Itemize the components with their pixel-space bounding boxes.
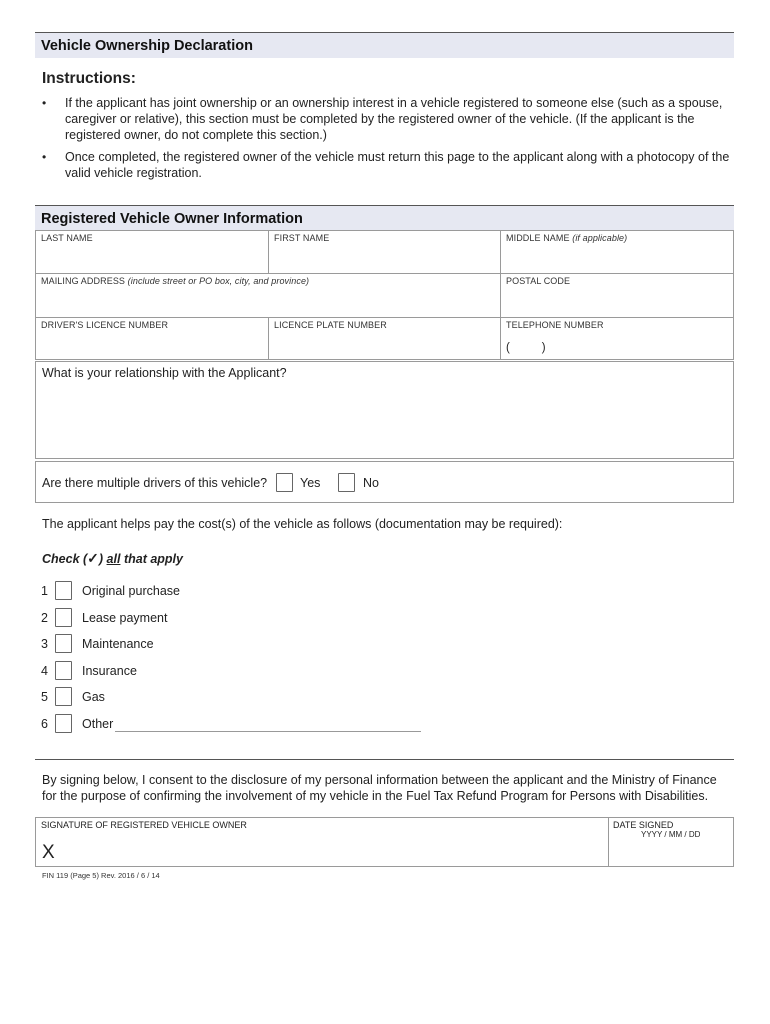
instruction-1: If the applicant has joint ownership or an ownership interest in a vehicle registered to someone else (such as a spouse, caregiver or relative), this section must be completed by the registered owner of the vehicle. (If the applicant is the registered owner, do not complete this section.): [65, 96, 723, 142]
option-label: Other: [82, 717, 114, 731]
instructions-title: Instructions:: [42, 70, 136, 87]
bullet-icon: •: [42, 96, 47, 110]
first-name-field[interactable]: [268, 230, 500, 273]
first-name-label: FIRST NAME: [274, 233, 330, 243]
signature-x-mark: X: [42, 842, 55, 863]
insurance-checkbox[interactable]: [55, 661, 72, 680]
drivers-licence-label: DRIVER'S LICENCE NUMBER: [41, 320, 169, 330]
option-number: 2: [41, 611, 48, 625]
option-label: Lease payment: [82, 611, 168, 625]
costs-intro: The applicant helps pay the cost(s) of the vehicle as follows (documentation may be required):: [42, 517, 563, 531]
bullet-icon: •: [42, 150, 47, 164]
instructions-list: [42, 95, 732, 195]
date-signed-field[interactable]: [609, 818, 733, 866]
signature-label: SIGNATURE OF REGISTERED VEHICLE OWNER: [41, 820, 247, 830]
option-label: Maintenance: [82, 637, 154, 651]
maintenance-checkbox[interactable]: [55, 634, 72, 653]
relationship-question: What is your relationship with the Applicant?: [42, 366, 287, 380]
gas-checkbox[interactable]: [55, 687, 72, 706]
postal-code-field[interactable]: [500, 273, 734, 317]
middle-name-label: MIDDLE NAME (if applicable): [506, 233, 628, 243]
multiple-drivers-row: [35, 461, 734, 503]
check-instruction: Check (✓) all that apply: [42, 550, 183, 566]
drivers-licence-field[interactable]: [35, 317, 268, 360]
yes-label: Yes: [300, 476, 321, 490]
option-number: 4: [41, 664, 48, 678]
last-name-label: LAST NAME: [41, 233, 93, 243]
option-number: 5: [41, 690, 48, 704]
section-title-owner-info: Registered Vehicle Owner Information: [35, 205, 734, 231]
other-specify-line[interactable]: [115, 731, 421, 732]
middle-name-field[interactable]: [500, 230, 734, 273]
licence-plate-label: LICENCE PLATE NUMBER: [274, 320, 387, 330]
mailing-address-label: MAILING ADDRESS (include street or PO box, city, and province): [41, 276, 310, 286]
option-number: 1: [41, 584, 48, 598]
instruction-2: Once completed, the registered owner of the vehicle must return this page to the applicant along with a photocopy of the valid vehicle registration.: [65, 150, 730, 180]
signature-field[interactable]: [36, 818, 608, 866]
telephone-label: TELEPHONE NUMBER: [506, 320, 604, 330]
telephone-field[interactable]: [500, 317, 734, 360]
option-label: Gas: [82, 690, 105, 704]
option-number: 6: [41, 717, 48, 731]
yes-checkbox[interactable]: [276, 473, 293, 492]
form-id: FIN 119 (Page 5) Rev. 2016 / 6 / 14: [42, 871, 160, 880]
section-title-vehicle-ownership: Vehicle Ownership Declaration: [35, 32, 734, 58]
date-signed-label: DATE SIGNED: [613, 820, 674, 830]
no-checkbox[interactable]: [338, 473, 355, 492]
other-checkbox[interactable]: [55, 714, 72, 733]
divider: [35, 759, 734, 760]
lease-payment-checkbox[interactable]: [55, 608, 72, 627]
option-number: 3: [41, 637, 48, 651]
original-purchase-checkbox[interactable]: [55, 581, 72, 600]
mailing-address-field[interactable]: [35, 273, 500, 317]
last-name-field[interactable]: [35, 230, 268, 273]
multiple-drivers-question: Are there multiple drivers of this vehicle?: [42, 476, 268, 490]
checkmark-icon: ✓: [87, 550, 99, 566]
postal-code-label: POSTAL CODE: [506, 276, 571, 286]
licence-plate-field[interactable]: [268, 317, 500, 360]
relationship-field[interactable]: [35, 361, 734, 459]
consent-text: By signing below, I consent to the disclosure of my personal information between the applicant and the Ministry of Finance for the purpose of confirming the involvement of my vehicle in the Fuel Tax Refund Program for Persons with Disabilities.: [42, 773, 717, 803]
option-label: Insurance: [82, 664, 137, 678]
option-label: Original purchase: [82, 584, 180, 598]
telephone-area-code: ( ): [506, 342, 546, 354]
date-format-hint: YYYY / MM / DD: [641, 830, 701, 839]
signature-row: [35, 817, 734, 867]
no-label: No: [363, 476, 379, 490]
